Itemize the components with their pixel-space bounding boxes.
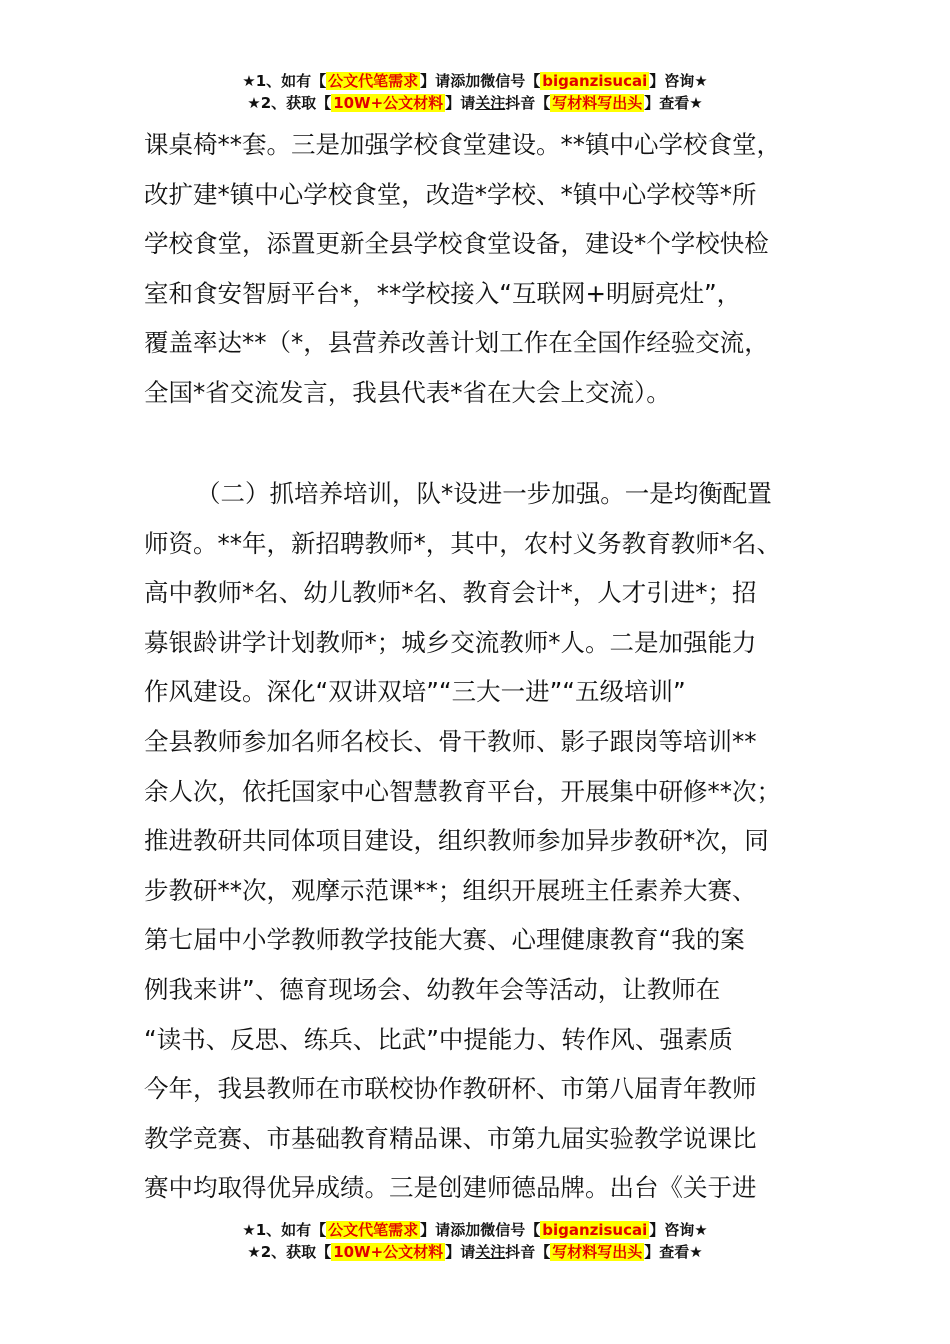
star-icon: ★ — [247, 94, 261, 112]
text-line: 学校食堂，添置更新全县学校食堂设备，建设*个学校快检 — [144, 229, 769, 259]
text-line: 高中教师*名、幼儿教师*名、教育会计*，人才引进*；招 — [144, 578, 757, 608]
text-line: 余人次，依托国家中心智慧教育平台，开展集中研修**次； — [144, 776, 781, 806]
text-line: 赛中均取得优异成绩。三是创建师德品牌。出台《关于进 — [144, 1173, 757, 1203]
highlight-wechat-id: biganzisucai — [542, 72, 648, 90]
section-heading-line: （二）抓培养培训，队*设进一步加强。一是均衡配置 — [196, 479, 772, 508]
text-line: 作风建设。深化“双讲双培”“三大一进”“五级培训” — [144, 677, 686, 707]
star-icon: ★ — [242, 72, 256, 90]
star-icon: ★ — [247, 1243, 261, 1261]
text-line: 步教研**次，观摩示范课**；组织开展班主任素养大赛、 — [144, 875, 757, 905]
text-line: 全国*省交流发言，我县代表*省在大会上交流）。 — [144, 377, 671, 407]
text-line: 例我来讲”、德育现场会、幼教年会等活动，让教师在 — [144, 974, 721, 1004]
paragraph-2 — [144, 469, 844, 1213]
highlight-materials: 10W+公文材料 — [333, 1243, 444, 1261]
highlight-materials: 10W+公文材料 — [333, 94, 444, 112]
banner-line-1: ★1、如有【 公文代笔需求 】请添加微信号【 biganzisucai 】咨询★ — [242, 72, 708, 90]
text-line: 覆盖率达**（*，县营养改善计划工作在全国作经验交流， — [144, 328, 769, 358]
text-line: “读书、反思、练兵、比武”中提能力、转作风、强素质 — [144, 1024, 733, 1054]
highlight-wechat-id: biganzisucai — [542, 1221, 648, 1239]
banner-line-2: ★2、获取【 10W+公文材料 】请关注抖音【 写材料写出头 】查看★ — [247, 1243, 703, 1261]
header-banner — [0, 70, 950, 114]
text-line: 教学竞赛、市基础教育精品课、市第九届实验教学说课比 — [144, 1123, 757, 1153]
text-line: 全县教师参加名师名校长、骨干教师、影子跟岗等培训** — [144, 726, 757, 756]
text-line: 第七届中小学教师教学技能大赛、心理健康教育“我的案 — [144, 925, 745, 955]
highlight-service: 公文代笔需求 — [328, 72, 419, 90]
paragraph-1 — [144, 120, 844, 418]
text-line: 室和食安智厨平台*，**学校接入“互联网+明厨亮灶”， — [144, 278, 742, 308]
highlight-service: 公文代笔需求 — [328, 1221, 419, 1239]
text-line: 募银龄讲学计划教师*；城乡交流教师*人。二是加强能力 — [144, 627, 757, 657]
footer-banner — [0, 1219, 950, 1263]
text-line: 课桌椅**套。三是加强学校食堂建设。**镇中心学校食堂， — [144, 130, 781, 159]
text-line: 改扩建*镇中心学校食堂，改造*学校、*镇中心学校等*所 — [144, 179, 757, 209]
highlight-douyin: 写材料写出头 — [552, 1243, 643, 1261]
star-icon: ★ — [242, 1221, 256, 1239]
text-line: 推进教研共同体项目建设，组织教师参加异步教研*次，同 — [144, 826, 769, 856]
highlight-douyin: 写材料写出头 — [552, 94, 643, 112]
banner-line-2: ★2、获取【 10W+公文材料 】请关注抖音【 写材料写出头 】查看★ — [247, 94, 703, 112]
text-line: 师资。**年，新招聘教师*，其中，农村义务教育教师*名、 — [144, 528, 781, 558]
banner-line-1: ★1、如有【 公文代笔需求 】请添加微信号【 biganzisucai 】咨询★ — [242, 1221, 708, 1239]
text-line: 今年，我县教师在市联校协作教研杯、市第八届青年教师 — [144, 1074, 757, 1104]
